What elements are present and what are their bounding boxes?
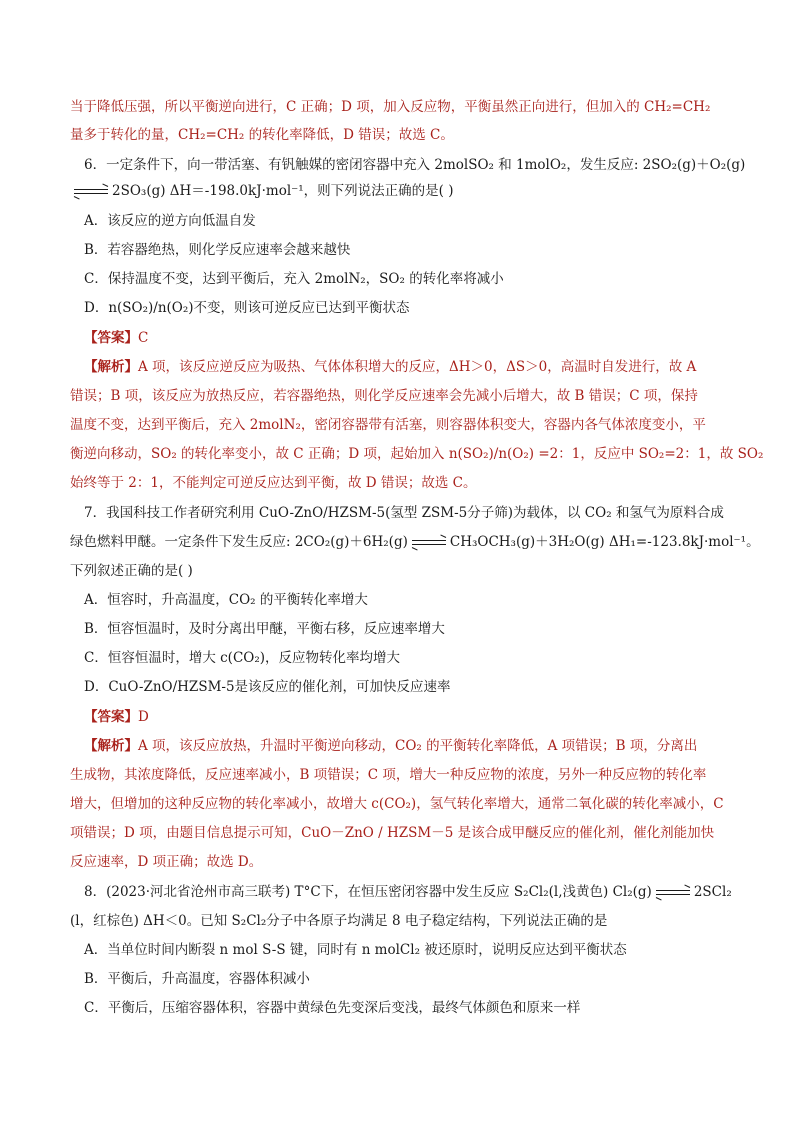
answer-6: 【答案】C xyxy=(84,330,149,346)
analysis-label: 【解析】 xyxy=(84,738,138,754)
answer-label: 【答案】 xyxy=(84,709,138,725)
text-line: 当于降低压强，所以平衡逆向进行，C 正确；D 项，加入反应物，平衡虽然正向进行，但加入的 CH₂=CH₂ xyxy=(70,99,711,115)
equilibrium-arrow-icon xyxy=(656,888,690,898)
text-line: 量多于转化的量，CH₂=CH₂ 的转化率降低，D 错误；故选 C。 xyxy=(70,127,454,143)
question-8-stem: 8．(2023·河北省沧州市高三联考) T°C下，在恒压密闭容器中发生反应 S₂Cl₂(l,浅黄色) Cl₂(g) 2SCl₂ xyxy=(84,884,732,900)
question-6-stem: 6．一定条件下，向一带活塞、有钒触媒的密闭容器中充入 2molSO₂ 和 1molO₂，发生反应: 2SO₂(g)＋O₂(g) xyxy=(84,157,746,173)
option-d: D．n(SO₂)/n(O₂)不变，则该可逆反应已达到平衡状态 xyxy=(84,300,410,316)
option-c: C．保持温度不变，达到平衡后，充入 2molN₂，SO₂ 的转化率将减小 xyxy=(84,271,504,287)
option-a: A．该反应的逆方向低温自发 xyxy=(84,213,256,229)
question-7-equation: 绿色燃料甲醚。一定条件下发生反应: 2CO₂(g)＋6H₂(g) CH₃OCH₃(g)＋3H₂O(g) ΔH₁=-123.8kJ·mol⁻¹。 xyxy=(70,534,760,550)
option-d: D．CuO-ZnO/HZSM-5是该反应的催化剂，可加快反应速率 xyxy=(84,679,451,695)
option-c: C．平衡后，压缩容器体积，容器中黄绿色先变深后变浅，最终气体颜色和原来一样 xyxy=(84,1000,581,1016)
text-line: (l，红棕色) ΔH＜0。已知 S₂Cl₂分子中各原子均满足 8 电子稳定结构，下列说法正确的是 xyxy=(70,913,608,929)
analysis-7: 【解析】A 项，该反应放热，升温时平衡逆向移动，CO₂ 的平衡转化率降低，A 项错误；B 项，分离出 xyxy=(84,738,698,754)
option-b: B．平衡后，升高温度，容器体积减小 xyxy=(84,971,310,987)
text-line: 错误；B 项，该反应为放热反应，若容器绝热，则化学反应速率会先减小后增大，故 B 错误；C 项，保持 xyxy=(70,388,698,404)
option-a: A．恒容时，升高温度，CO₂ 的平衡转化率增大 xyxy=(84,592,368,608)
equilibrium-arrow-icon xyxy=(412,538,446,548)
analysis-label: 【解析】 xyxy=(84,359,138,375)
option-b: B．恒容恒温时，及时分离出甲醚，平衡右移，反应速率增大 xyxy=(84,621,445,637)
text-line: 生成物，其浓度降低，反应速率减小，B 项错误；C 项，增大一种反应物的浓度，另外一种反应物的转化率 xyxy=(70,767,707,783)
text-line: 衡逆向移动，SO₂ 的转化率变小，故 C 正确；D 项，起始加入 n(SO₂)/n(O₂) =2：1，反应中 SO₂=2：1，故 SO₂ xyxy=(70,446,764,462)
option-a: A．当单位时间内断裂 n mol S-S 键，同时有 n molCl₂ 被还原时，说明反应达到平衡状态 xyxy=(84,942,627,958)
text-line: 反应速率，D 项正确；故选 D。 xyxy=(70,854,263,870)
text-line: 始终等于 2：1，不能判定可逆反应达到平衡，故 D 错误；故选 C。 xyxy=(70,475,477,491)
text-line: 下列叙述正确的是( ) xyxy=(70,563,193,579)
option-c: C．恒容恒温时，增大 c(CO₂)，反应物转化率均增大 xyxy=(84,650,401,666)
analysis-6: 【解析】A 项，该反应逆反应为吸热、气体体积增大的反应，ΔH＞0，ΔS＞0，高温时自发进行，故 A xyxy=(84,359,697,375)
text-line: 项错误；D 项，由题目信息提示可知，CuO－ZnO / HZSM－5 是该合成甲醚反应的催化剂，催化剂能加快 xyxy=(70,825,715,841)
text-line: 温度不变，达到平衡后，充入 2molN₂，密闭容器带有活塞，则容器体积变大，容器内各气体浓度变小，平 xyxy=(70,417,706,433)
equilibrium-arrow-icon xyxy=(74,187,108,197)
question-7-stem: 7．我国科技工作者研究利用 CuO-ZnO/HZSM-5(氢型 ZSM-5分子筛)为载体，以 CO₂ 和氢气为原料合成 xyxy=(84,505,724,521)
answer-label: 【答案】 xyxy=(84,330,138,346)
text-line: 增大，但增加的这种反应物的转化率减小，故增大 c(CO₂)，氢气转化率增大，通常二氧化碳的转化率减小，C xyxy=(70,796,724,812)
question-6-equation: 2SO₃(g) ΔH＝-198.0kJ·mol⁻¹，则下列说法正确的是( ) xyxy=(70,181,454,201)
option-b: B．若容器绝热，则化学反应速率会越来越快 xyxy=(84,242,351,258)
answer-7: 【答案】D xyxy=(84,709,149,725)
